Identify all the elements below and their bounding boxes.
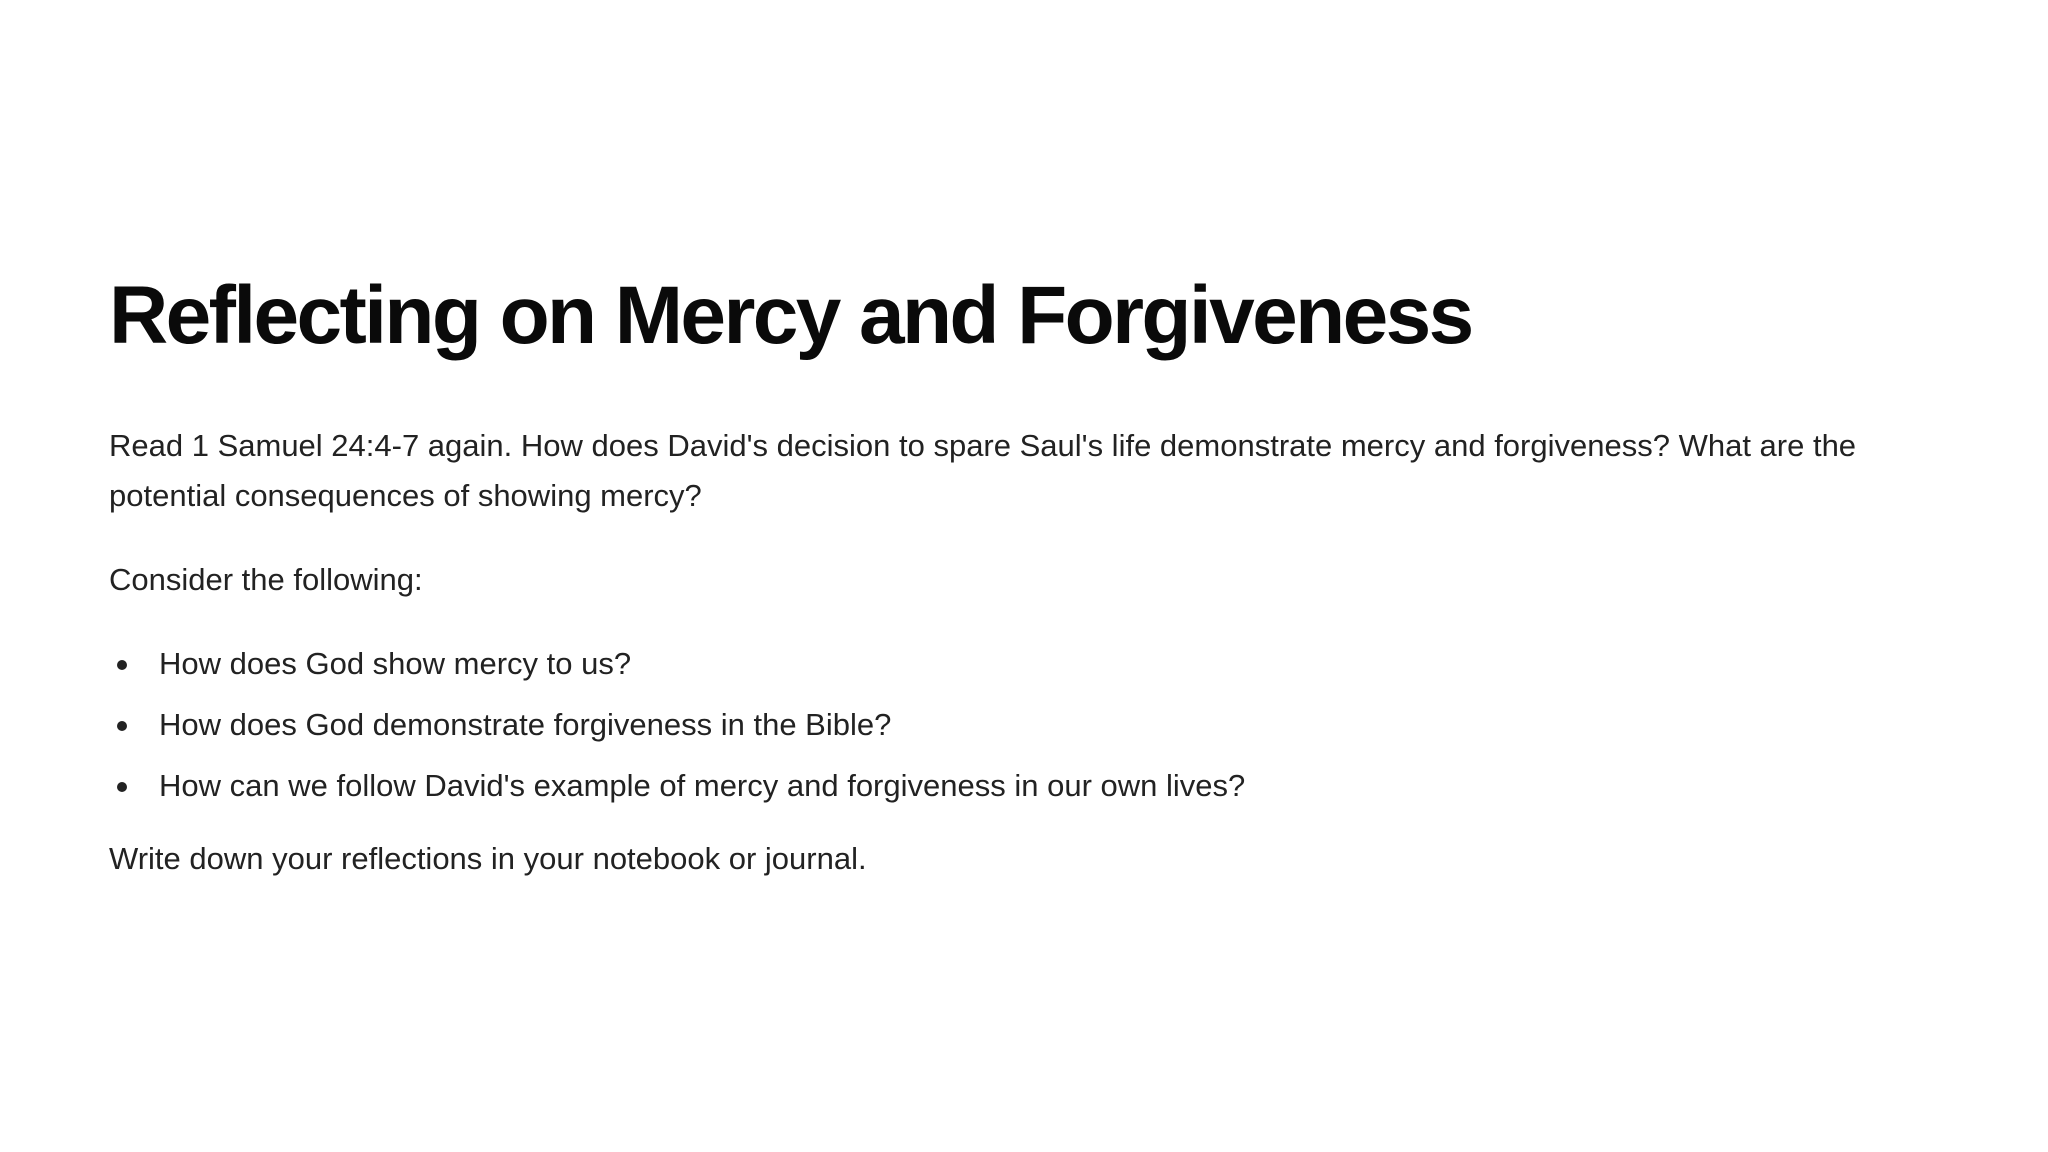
list-item <box>109 639 1939 689</box>
slide-content <box>109 268 1939 884</box>
bullet-icon <box>117 660 127 670</box>
bullet-icon <box>117 721 127 731</box>
list-item <box>109 761 1939 811</box>
list-item-text: How does God show mercy to us? <box>159 646 632 681</box>
outro-paragraph: Write down your reflections in your notebook or journal. <box>109 841 867 876</box>
intro-paragraph: Read 1 Samuel 24:4-7 again. How does David's decision to spare Saul's life demonstrate mercy and forgiveness? What are the potential consequences of showing mercy? <box>109 428 1857 513</box>
slide-title: Reflecting on Mercy and Forgiveness <box>109 270 1472 361</box>
list-item <box>109 700 1939 750</box>
list-item-text: How can we follow David's example of mercy and forgiveness in our own lives? <box>159 768 1246 803</box>
consider-label: Consider the following: <box>109 562 423 597</box>
bullet-icon <box>117 782 127 792</box>
list-item-text: How does God demonstrate forgiveness in the Bible? <box>159 707 892 742</box>
reflection-questions-list <box>109 639 1939 811</box>
